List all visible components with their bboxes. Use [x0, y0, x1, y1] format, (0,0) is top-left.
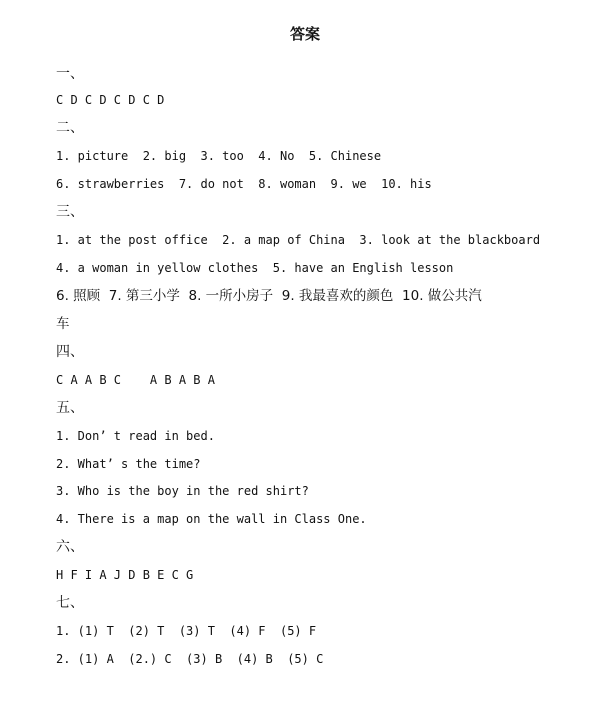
answer-line-5-2: 2. What’ s the time?	[56, 457, 201, 471]
answer-line-3-1: 1. at the post office 2. a map of China 3. look at the blackboard	[56, 233, 541, 247]
section-heading-4: 四、	[56, 344, 84, 360]
section-heading-7: 七、	[56, 595, 84, 611]
answer-line-7-1: 1. (1) T (2) T (3) T (4) F (5) F	[56, 624, 317, 638]
answer-line-4-1: C A A B C A B A B A	[56, 373, 215, 387]
answer-line-2-1: 1. picture 2. big 3. too 4. No 5. Chinese	[56, 149, 382, 163]
section-heading-6: 六、	[56, 539, 84, 555]
answer-line-6-1: H F I A J D B E C G	[56, 568, 194, 582]
answer-line-3-2: 4. a woman in yellow clothes 5. have an English lesson	[56, 261, 454, 275]
page-title: 答案	[289, 25, 320, 43]
section-heading-5: 五、	[56, 400, 84, 416]
section-heading-1: 一、	[56, 66, 84, 82]
answer-line-5-4: 4. There is a map on the wall in Class One.	[56, 512, 367, 526]
answer-line-5-3: 3. Who is the boy in the red shirt?	[56, 484, 309, 498]
section-heading-2: 二、	[56, 120, 84, 136]
answer-line-3-4: 车	[56, 316, 70, 332]
answer-line-7-2: 2. (1) A (2.) C (3) B (4) B (5) C	[56, 652, 324, 666]
answer-line-2-2: 6. strawberries 7. do not 8. woman 9. we 10. his	[56, 177, 432, 191]
section-heading-3: 三、	[56, 204, 84, 220]
answer-line-1-1: C D C D C D C D	[56, 93, 165, 107]
answer-line-3-3: 6. 照顾 7. 第三小学 8. 一所小房子 9. 我最喜欢的颜色 10. 做公共汽	[56, 288, 482, 304]
answer-line-5-1: 1. Don’ t read in bed.	[56, 429, 215, 443]
